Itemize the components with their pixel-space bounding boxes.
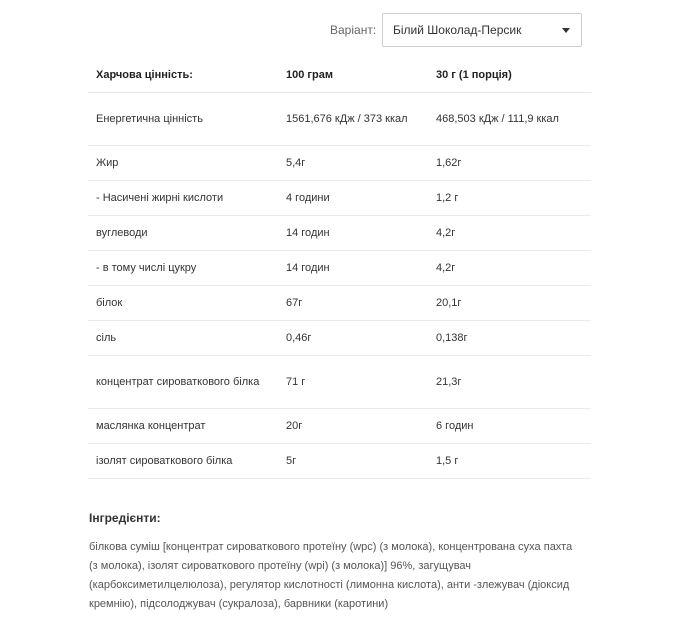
row-name: Енергетична цінність bbox=[88, 93, 278, 146]
variant-select[interactable] bbox=[382, 13, 582, 47]
row-per-100g: 5,4г bbox=[278, 146, 428, 181]
row-per-100g: 71 г bbox=[278, 356, 428, 409]
row-per-serving: 4,2г bbox=[428, 251, 591, 286]
table-row bbox=[88, 216, 591, 251]
ingredients-text: білкова суміш [концентрат сироваткового протеїну (wpc) (з молока), концентрована суха пахта (з молока), ізолят сироваткового протеїну (wpi) (з молока)] 96%, загущувач (карбоксиметилцелюлоза), регулятор кислотності (лимонна кислота), анти -злежувач (діоксид кремнію), підсолоджувач (сукралоза), барвники (каротини) bbox=[89, 541, 573, 610]
row-per-serving: 6 годин bbox=[428, 409, 591, 444]
row-per-100g: 20г bbox=[278, 409, 428, 444]
row-per-100g: 0,46г bbox=[278, 321, 428, 356]
table-row bbox=[88, 356, 591, 409]
row-name: вуглеводи bbox=[88, 216, 278, 251]
row-name: сіль bbox=[88, 321, 278, 356]
row-per-100g: 4 години bbox=[278, 181, 428, 216]
row-per-100g: 14 годин bbox=[278, 216, 428, 251]
row-per-100g: 67г bbox=[278, 286, 428, 321]
row-name: маслянка концентрат bbox=[88, 409, 278, 444]
row-per-serving: 21,3г bbox=[428, 356, 591, 409]
table-header-row bbox=[88, 58, 591, 93]
caret-down-icon bbox=[562, 28, 570, 33]
table-row bbox=[88, 251, 591, 286]
row-per-serving: 0,138г bbox=[428, 321, 591, 356]
header-per-100g: 100 грам bbox=[278, 58, 428, 93]
row-per-serving: 20,1г bbox=[428, 286, 591, 321]
row-per-serving: 468,503 кДж / 111,9 ккал bbox=[428, 93, 591, 146]
table-row bbox=[88, 321, 591, 356]
table-row bbox=[88, 409, 591, 444]
row-name: Жир bbox=[88, 146, 278, 181]
table-row bbox=[88, 181, 591, 216]
row-name: білок bbox=[88, 286, 278, 321]
row-per-serving: 1,62г bbox=[428, 146, 591, 181]
row-per-serving: 4,2г bbox=[428, 216, 591, 251]
variant-row bbox=[330, 12, 582, 48]
row-per-serving: 1,5 г bbox=[428, 444, 591, 479]
table-row bbox=[88, 146, 591, 181]
row-per-100g: 14 годин bbox=[278, 251, 428, 286]
row-name: - в тому числі цукру bbox=[88, 251, 278, 286]
row-per-serving: 1,2 г bbox=[428, 181, 591, 216]
variant-label: Варіант: bbox=[330, 23, 377, 37]
row-name: ізолят сироваткового білка bbox=[88, 444, 278, 479]
variant-selected-value: Білий Шоколад-Персик bbox=[393, 23, 522, 37]
nutrition-table bbox=[88, 58, 591, 479]
row-name: - Насичені жирні кислоти bbox=[88, 181, 278, 216]
table-row bbox=[88, 444, 591, 479]
row-per-100g: 1561,676 кДж / 373 ккал bbox=[278, 93, 428, 146]
header-nutrition: Харчова цінність: bbox=[88, 58, 278, 93]
header-per-serving: 30 г (1 порція) bbox=[428, 58, 591, 93]
table-row bbox=[88, 93, 591, 146]
row-name: концентрат сироваткового білка bbox=[88, 356, 278, 409]
ingredients-title: Інгредієнти: bbox=[89, 511, 161, 525]
table-row bbox=[88, 286, 591, 321]
row-per-100g: 5г bbox=[278, 444, 428, 479]
